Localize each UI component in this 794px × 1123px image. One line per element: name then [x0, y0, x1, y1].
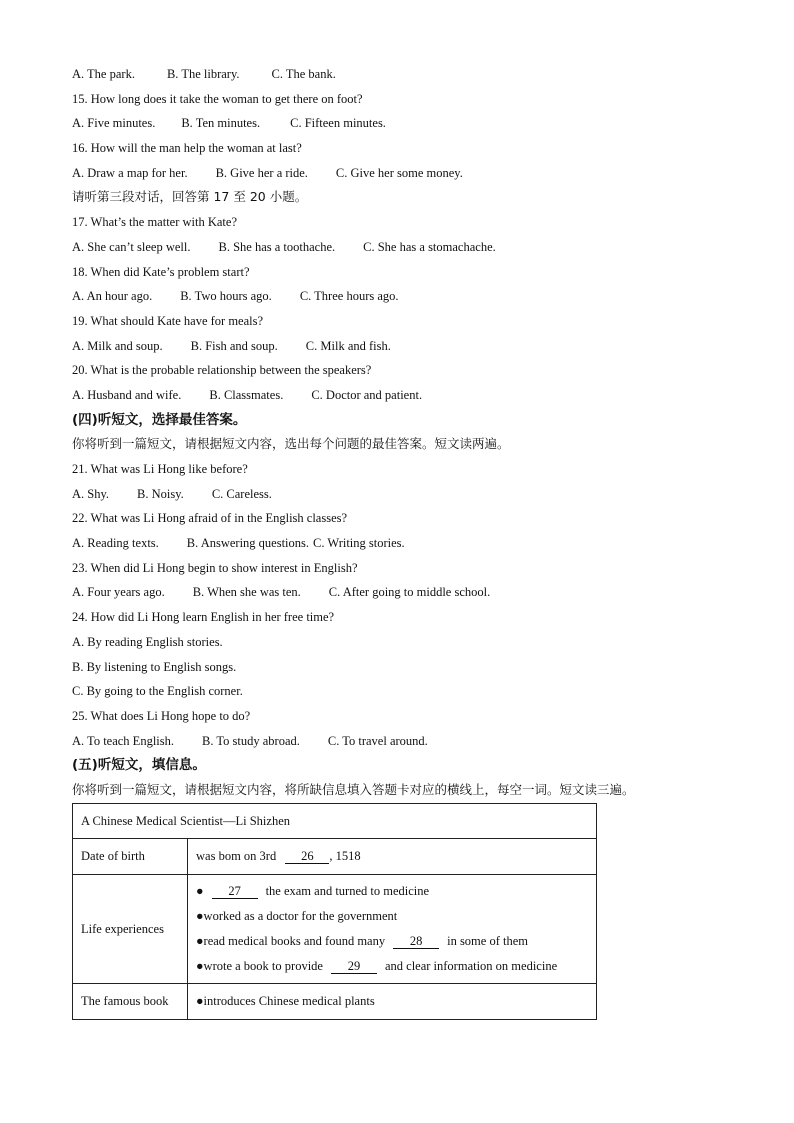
table-row-life [73, 875, 597, 984]
answer-option[interactable]: A. Reading texts. [72, 536, 159, 551]
answer-option[interactable]: A. Shy. [72, 486, 110, 501]
instruction-text: 请听第三段对话，回答第 17 至 20 小题。 [72, 189, 308, 205]
answer-option[interactable]: C. The bank. [271, 67, 336, 81]
exam-page [72, 62, 732, 803]
instruction-text: 你将听到一篇短文，请根据短文内容，选出每个问题的最佳答案。短文读两遍。 [72, 436, 510, 452]
question-text: 24. How did Li Hong learn English in her free time? [72, 610, 335, 625]
life-item [196, 929, 588, 954]
answer-option[interactable]: A. She can’t sleep well. [72, 239, 191, 254]
options-row [72, 531, 732, 556]
answer-option[interactable]: B. To study abroad. [202, 733, 300, 748]
question-text: 20. What is the probable relationship between the speakers? [72, 363, 372, 378]
life-item [196, 879, 588, 904]
life-item [196, 904, 588, 929]
answer-option[interactable]: B. Give her a ride. [215, 165, 308, 180]
answer-option[interactable]: B. Fish and soup. [190, 338, 278, 353]
question-text: 18. When did Kate’s problem start? [72, 264, 250, 279]
answer-option[interactable]: A. Draw a map for her. [72, 165, 188, 180]
question-text: 23. When did Li Hong begin to show interest in English? [72, 560, 358, 575]
answer-option[interactable]: B. She has a toothache. [218, 239, 336, 254]
life-item-text: in some of them [447, 934, 528, 948]
life-items [188, 875, 597, 984]
answer-option[interactable]: C. Milk and fish. [305, 338, 391, 353]
answer-option[interactable]: C. Fifteen minutes. [290, 116, 386, 131]
question-text: 19. What should Kate have for meals? [72, 313, 264, 328]
life-item-text: the exam and turned to medicine [265, 884, 430, 898]
blank-27[interactable]: 27 [212, 884, 258, 899]
answer-option[interactable]: A. To teach English. [72, 733, 175, 748]
blank-29[interactable]: 29 [331, 959, 377, 974]
answer-option[interactable]: B. Noisy. [137, 486, 184, 501]
answer-option[interactable]: A. Five minutes. [72, 116, 156, 131]
options-row [72, 482, 732, 507]
question-text: 22. What was Li Hong afraid of in the English classes? [72, 511, 348, 526]
options-row [72, 729, 732, 754]
table-title: A Chinese Medical Scientist—Li Shizhen [73, 804, 597, 839]
question-text: A. By reading English stories. [72, 634, 223, 649]
section-title: (五)听短文，填信息。 [72, 757, 206, 774]
options-row [72, 383, 732, 408]
life-item-text: ● [196, 884, 204, 898]
blank-26[interactable]: 26 [285, 849, 329, 864]
answer-option[interactable]: C. Careless. [211, 486, 272, 501]
answer-option[interactable]: A. Milk and soup. [72, 338, 163, 353]
answer-option[interactable]: C. She has a stomachache. [363, 239, 496, 254]
life-item-text: ●read medical books and found many [196, 934, 386, 948]
question-text: 16. How will the man help the woman at last? [72, 141, 302, 156]
famous-text: ●introduces Chinese medical plants [188, 984, 597, 1020]
fill-in-table [72, 803, 597, 1020]
table-row-birth [73, 839, 597, 875]
options-row [72, 111, 732, 136]
question-text: 25. What does Li Hong hope to do? [72, 708, 251, 723]
famous-label: The famous book [73, 984, 188, 1020]
options-row [72, 62, 732, 87]
question-text: 15. How long does it take the woman to get there on foot? [72, 91, 363, 106]
birth-value [188, 839, 597, 875]
question-text: C. By going to the English corner. [72, 684, 243, 699]
answer-option[interactable]: C. Three hours ago. [299, 289, 399, 304]
answer-option[interactable]: B. Ten minutes. [181, 116, 261, 131]
options-row [72, 284, 732, 309]
options-row [72, 580, 732, 605]
options-row [72, 161, 732, 186]
life-item-text: and clear information on medicine [384, 959, 558, 973]
birth-suffix: , 1518 [329, 849, 361, 863]
question-text: 21. What was Li Hong like before? [72, 462, 248, 476]
options-row [72, 334, 732, 359]
answer-option[interactable]: B. The library. [166, 67, 240, 81]
question-text: 17. What’s the matter with Kate? [72, 215, 237, 230]
question-text: B. By listening to English songs. [72, 659, 237, 674]
answer-option[interactable]: B. Two hours ago. [180, 289, 272, 304]
answer-option[interactable]: A. Four years ago. [72, 585, 165, 600]
life-item-text: ●worked as a doctor for the government [196, 909, 398, 923]
answer-option[interactable]: C. Doctor and patient. [311, 387, 423, 402]
birth-label: Date of birth [73, 839, 188, 875]
answer-option[interactable]: C. After going to middle school. [328, 585, 491, 600]
instruction-text: 你将听到一篇短文，请根据短文内容，将所缺信息填入答题卡对应的横线上，每空一词。短文读三遍。 [72, 781, 635, 797]
answer-option[interactable]: B. Answering questions. [186, 536, 310, 551]
table-row-famous [73, 984, 597, 1020]
answer-option[interactable]: A. An hour ago. [72, 289, 153, 304]
table-title-row [73, 804, 597, 839]
life-item [196, 954, 588, 979]
answer-option[interactable]: C. Writing stories. [313, 536, 405, 551]
answer-option[interactable]: A. The park. [72, 67, 135, 81]
section-title: (四)听短文，选择最佳答案。 [72, 411, 247, 428]
blank-28[interactable]: 28 [393, 934, 439, 949]
answer-option[interactable]: B. Classmates. [209, 387, 284, 402]
answer-option[interactable]: C. Give her some money. [335, 165, 463, 180]
answer-option[interactable]: C. To travel around. [327, 733, 428, 748]
life-label: Life experiences [73, 875, 188, 984]
answer-option[interactable]: B. When she was ten. [192, 585, 301, 600]
answer-option[interactable]: A. Husband and wife. [72, 387, 182, 402]
birth-prefix: was bom on 3rd [196, 849, 277, 863]
options-row [72, 235, 732, 260]
life-item-text: ●wrote a book to provide [196, 959, 323, 973]
